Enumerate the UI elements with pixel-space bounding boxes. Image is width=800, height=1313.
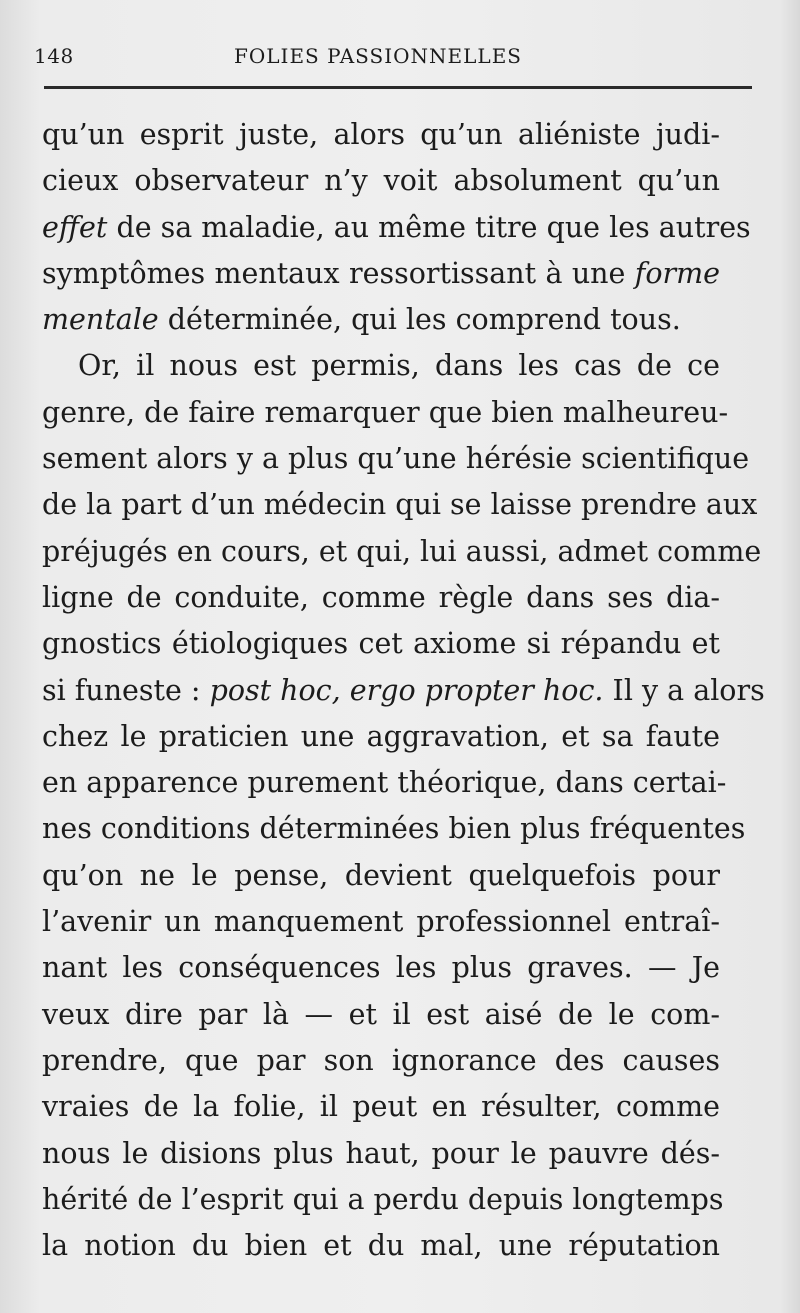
text-line: chez le praticien une aggravation, et sa faute bbox=[42, 719, 720, 753]
text-line: mentale déterminée, qui les comprend tous. bbox=[42, 303, 681, 337]
text-line: gnostics étiologiques cet axiome si répandu et bbox=[42, 627, 720, 661]
text-line: si funeste : post hoc, ergo propter hoc. Il y a alors bbox=[42, 673, 765, 707]
emphasis: effet bbox=[42, 210, 108, 244]
running-title: FOLIES PASSIONNELLES bbox=[234, 44, 522, 68]
text-line: la notion du bien et du mal, une réputation bbox=[42, 1229, 720, 1263]
text-line: sement alors y a plus qu’une hérésie scientifique bbox=[42, 442, 750, 476]
page-header bbox=[34, 44, 752, 74]
header-rule bbox=[44, 86, 752, 89]
text-line: cieux observateur n’y voit absolument qu’un bbox=[42, 164, 720, 198]
emphasis: post hoc, ergo propter hoc. bbox=[209, 673, 604, 707]
body-text bbox=[42, 112, 764, 1269]
paragraph-first-line: Or, il nous est permis, dans les cas de ce bbox=[78, 349, 720, 383]
text-line: qu’on ne le pense, devient quelquefois pour bbox=[42, 858, 720, 892]
page-number: 148 bbox=[34, 44, 74, 68]
text-line: de la part d’un médecin qui se laisse prendre aux bbox=[42, 488, 758, 522]
text-line: veux dire par là — et il est aisé de le com- bbox=[42, 997, 720, 1031]
text-line: prendre, que par son ignorance des causes bbox=[42, 1043, 720, 1077]
text-line: en apparence purement théorique, dans certai- bbox=[42, 766, 727, 800]
text-line: genre, de faire remarquer que bien malheureu- bbox=[42, 395, 729, 429]
text-line: ligne de conduite, comme règle dans ses dia- bbox=[42, 580, 720, 614]
text-line: préjugés en cours, et qui, lui aussi, admet comme bbox=[42, 534, 762, 568]
text-line: vraies de la folie, il peut en résulter, comme bbox=[42, 1090, 720, 1124]
text-line: qu’un esprit juste, alors qu’un aliéniste judi- bbox=[42, 118, 720, 151]
text-line: symptômes mentaux ressortissant à une forme bbox=[42, 256, 720, 290]
text-line: nous le disions plus haut, pour le pauvre dés- bbox=[42, 1136, 720, 1170]
text-line: effet de sa maladie, au même titre que les autres bbox=[42, 210, 751, 244]
emphasis: mentale bbox=[42, 303, 159, 337]
text-line: nant les conséquences les plus graves. — Je bbox=[42, 951, 720, 985]
text-line: nes conditions déterminées bien plus fréquentes bbox=[42, 812, 746, 846]
emphasis: forme bbox=[634, 256, 720, 290]
text-line: hérité de l’esprit qui a perdu depuis longtemps bbox=[42, 1182, 724, 1216]
text-line: l’avenir un manquement professionnel entraî- bbox=[42, 905, 720, 939]
